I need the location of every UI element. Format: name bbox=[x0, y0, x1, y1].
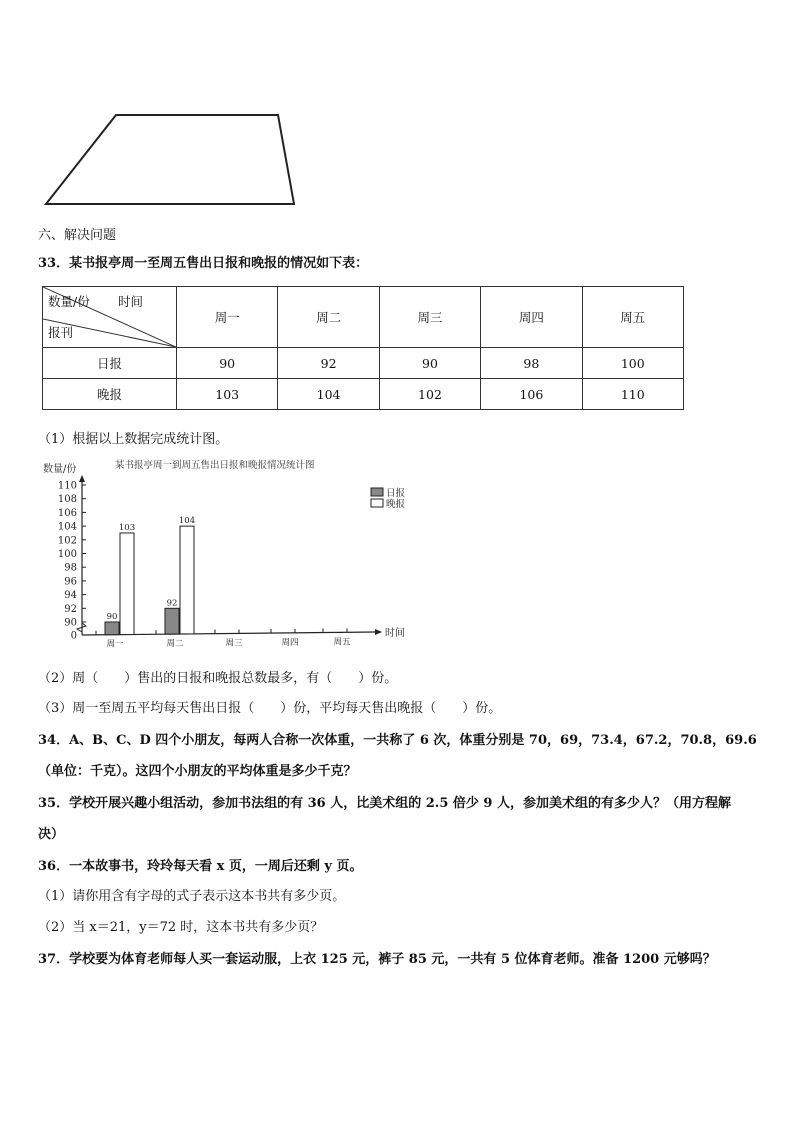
y-tick-label: 0 bbox=[70, 630, 77, 642]
table-cell: 98 bbox=[481, 348, 582, 379]
q34-line1: 34．A、B、C、D 四个小朋友，每两人合称一次体重，一共称了 6 次，体重分别是 70，69，73.4，67.2，70.8，69.6 bbox=[38, 733, 757, 748]
table-header-cell: 周五 bbox=[582, 287, 683, 348]
legend-swatch bbox=[371, 499, 383, 507]
table-header-cell: 周一 bbox=[177, 287, 278, 348]
table-cell: 103 bbox=[177, 379, 278, 410]
x-tick-label: 周四 bbox=[281, 637, 299, 648]
bar bbox=[165, 608, 179, 634]
table-cell: 92 bbox=[278, 348, 379, 379]
q33-stem: 33．某书报亭周一至周五售出日报和晚报的情况如下表： bbox=[38, 256, 369, 271]
y-axis-label: 数量/份 bbox=[43, 464, 77, 475]
q33-part1: （1）根据以上数据完成统计图。 bbox=[38, 432, 229, 447]
q35-line1: 35．学校开展兴趣小组活动，参加书法组的有 36 人，比美术组的 2.5 倍少 9 人，参加美术组的有多少人？（用方程解 bbox=[38, 796, 731, 811]
x-axis-label: 时间 bbox=[385, 628, 405, 639]
y-tick-label: 100 bbox=[57, 549, 77, 560]
table-cell: 110 bbox=[582, 379, 683, 410]
q33-table bbox=[42, 286, 684, 410]
y-tick-label: 92 bbox=[64, 603, 77, 615]
bar bbox=[120, 533, 134, 635]
corner-paper-label: 报刊 bbox=[48, 325, 74, 340]
table-row bbox=[43, 348, 684, 379]
y-axis-arrow bbox=[79, 475, 85, 482]
chart-title: 某书报亭周一到周五售出日报和晚报情况统计图 bbox=[115, 460, 315, 471]
table-cell: 104 bbox=[278, 379, 379, 410]
x-tick-label: 周一 bbox=[106, 639, 124, 650]
y-tick-label: 94 bbox=[64, 590, 77, 602]
table-cell: 100 bbox=[582, 348, 683, 379]
x-tick-label: 周三 bbox=[225, 638, 243, 649]
x-axis-arrow bbox=[375, 629, 382, 635]
legend-label: 晚报 bbox=[386, 499, 406, 510]
bar bbox=[105, 622, 119, 635]
y-tick-label: 108 bbox=[57, 494, 77, 506]
section-title: 六、解决问题 bbox=[38, 228, 117, 243]
table-row bbox=[43, 379, 684, 410]
y-tick-label: 98 bbox=[64, 562, 77, 574]
legend-label: 日报 bbox=[386, 488, 406, 499]
y-tick-label: 110 bbox=[57, 480, 77, 492]
q35-line2: 决） bbox=[38, 827, 65, 842]
q33-part2: （2）周（ ）售出的日报和晚报总数最多，有（ ）份。 bbox=[38, 671, 398, 686]
bar-value-label: 103 bbox=[118, 522, 136, 533]
y-tick-label: 90 bbox=[64, 617, 77, 629]
table-cell: 106 bbox=[481, 379, 582, 410]
bar-value-label: 90 bbox=[106, 612, 118, 622]
trapezoid-figure bbox=[40, 110, 302, 210]
table-header-cell: 周二 bbox=[278, 287, 379, 348]
bar-chart bbox=[40, 455, 420, 650]
corner-time-label: 时间 bbox=[118, 294, 144, 309]
q37-stem: 37．学校要为体育老师每人买一套运动服，上衣 125 元，裤子 85 元，一共有 5 位体育老师。准备 1200 元够吗？ bbox=[38, 952, 716, 967]
table-cell: 90 bbox=[177, 348, 278, 379]
legend-swatch bbox=[371, 488, 383, 496]
row-label: 日报 bbox=[43, 348, 177, 379]
bar bbox=[180, 526, 194, 634]
y-tick-label: 102 bbox=[57, 535, 77, 547]
table-cell: 102 bbox=[379, 379, 480, 410]
row-label: 晚报 bbox=[43, 379, 177, 410]
x-tick-label: 周五 bbox=[333, 637, 351, 648]
x-tick-label: 周二 bbox=[166, 639, 184, 650]
table-corner-cell bbox=[43, 287, 177, 348]
q36-stem: 36．一本故事书，玲玲每天看 x 页，一周后还剩 y 页。 bbox=[38, 859, 363, 874]
bar-value-label: 104 bbox=[178, 516, 196, 527]
bar-value-label: 92 bbox=[166, 598, 178, 609]
q36-part2: （2）当 x＝21，y＝72 时，这本书共有多少页？ bbox=[38, 920, 324, 935]
table-header-cell: 周四 bbox=[481, 287, 582, 348]
table-cell: 90 bbox=[379, 348, 480, 379]
corner-quantity-label: 数量/份 bbox=[48, 294, 90, 309]
table-header-cell: 周三 bbox=[379, 287, 480, 348]
q34-line2: （单位：千克）。这四个小朋友的平均体重是多少千克？ bbox=[38, 764, 357, 779]
y-tick-label: 96 bbox=[64, 576, 77, 588]
q33-part3: （3）周一至周五平均每天售出日报（ ）份，平均每天售出晚报（ ）份。 bbox=[38, 701, 502, 716]
y-tick-label: 106 bbox=[57, 507, 77, 519]
q36-part1: （1）请你用含有字母的式子表示这本书共有多少页。 bbox=[38, 889, 346, 904]
y-tick-label: 104 bbox=[57, 521, 77, 533]
